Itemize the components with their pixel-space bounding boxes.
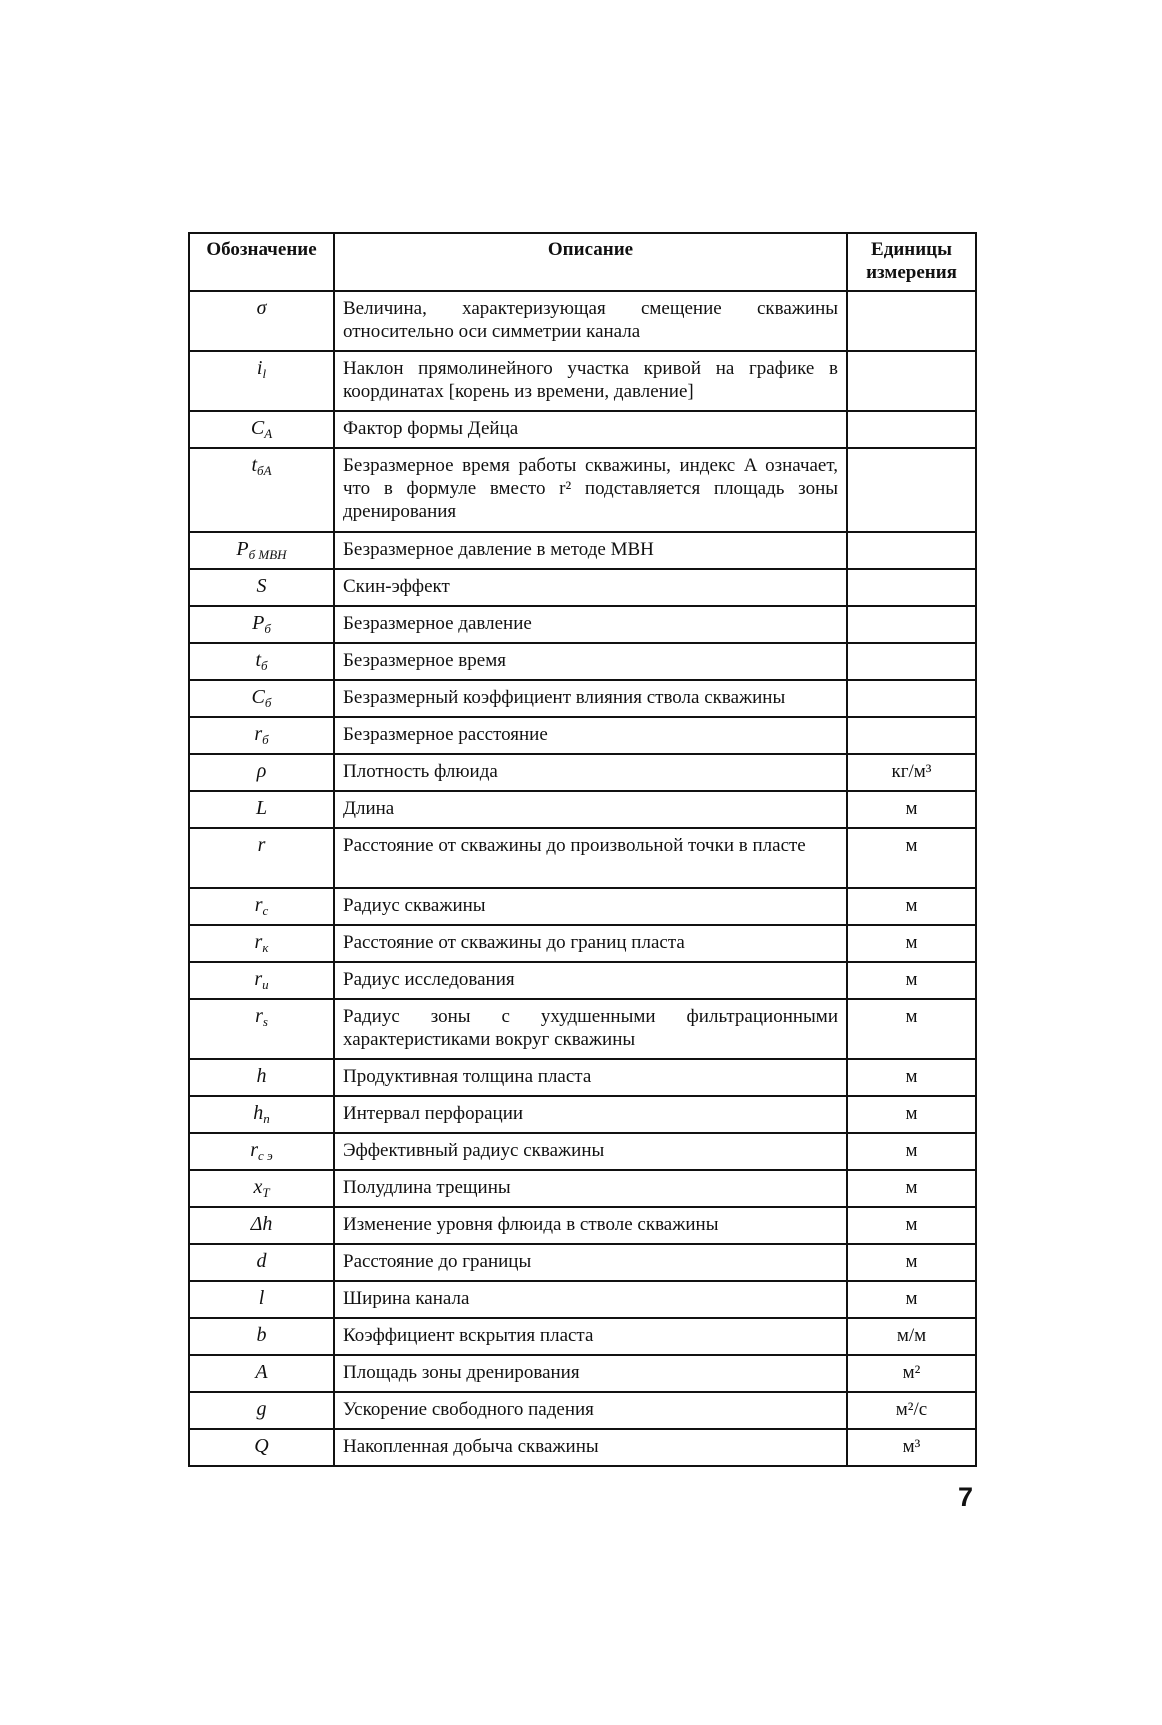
table-row: [189, 411, 976, 448]
symbol-cell: [189, 1429, 334, 1466]
page-number: 7: [958, 1482, 974, 1512]
symbol-base: r: [254, 968, 263, 990]
symbols-table-container: [188, 232, 975, 1467]
table-row: [189, 999, 976, 1059]
symbol-base: r: [255, 1005, 263, 1027]
description-cell: Безразмерное расстояние: [334, 717, 847, 754]
symbol-base: P: [236, 538, 249, 560]
description-cell: Фактор формы Дейца: [334, 411, 847, 448]
symbol-base: L: [255, 797, 268, 819]
symbol-base: r: [254, 931, 263, 953]
symbol-cell: [189, 1059, 334, 1096]
table-row: [189, 1318, 976, 1355]
description-cell: Эффективный радиус скважины: [334, 1133, 847, 1170]
table-row: [189, 925, 976, 962]
units-cell: м: [847, 1281, 976, 1318]
units-cell: [847, 351, 976, 411]
symbol-base: i: [256, 357, 263, 379]
units-cell: м: [847, 828, 976, 888]
description-cell: Интервал перфорации: [334, 1096, 847, 1133]
description-cell: Ширина канала: [334, 1281, 847, 1318]
symbol-subscript: T: [262, 1185, 270, 1200]
symbol-cell: [189, 1096, 334, 1133]
table-row: [189, 1059, 976, 1096]
units-cell: м: [847, 1207, 976, 1244]
description-cell: Накопленная добыча скважины: [334, 1429, 847, 1466]
units-cell: [847, 680, 976, 717]
symbol-subscript: б МВН: [248, 547, 287, 562]
table-row: [189, 680, 976, 717]
symbol-base: r: [250, 1139, 259, 1161]
description-cell: Продуктивная толщина пласта: [334, 1059, 847, 1096]
table-row: [189, 448, 976, 532]
description-cell: Наклон прямолинейного участка кривой на графике в координатах [корень из времени, давление]: [334, 351, 847, 411]
symbol-subscript: п: [263, 1111, 270, 1126]
units-cell: [847, 291, 976, 351]
description-cell: Полудлина трещины: [334, 1170, 847, 1207]
symbol-cell: [189, 717, 334, 754]
symbol-base: t: [255, 649, 261, 671]
units-cell: м: [847, 1059, 976, 1096]
description-cell: Изменение уровня флюида в стволе скважины: [334, 1207, 847, 1244]
symbol-cell: [189, 606, 334, 643]
symbol-subscript: б: [261, 658, 268, 673]
description-cell: Расстояние до границы: [334, 1244, 847, 1281]
description-cell: Расстояние от скважины до произвольной точки в пласте: [334, 828, 847, 888]
symbol-base: l: [258, 1287, 265, 1309]
table-row: [189, 569, 976, 606]
table-row: [189, 791, 976, 828]
symbol-cell: [189, 1244, 334, 1281]
symbol-cell: [189, 828, 334, 888]
symbol-base: Q: [254, 1435, 269, 1457]
symbol-cell: [189, 1392, 334, 1429]
symbol-cell: [189, 1133, 334, 1170]
description-cell: Скин-эффект: [334, 569, 847, 606]
description-cell: Радиус исследования: [334, 962, 847, 999]
description-cell: Безразмерное время: [334, 643, 847, 680]
units-cell: м: [847, 791, 976, 828]
table-row: [189, 606, 976, 643]
table-row: [189, 962, 976, 999]
description-cell: Радиус скважины: [334, 888, 847, 925]
units-cell: [847, 569, 976, 606]
symbol-subscript: A: [264, 426, 273, 441]
units-cell: [847, 411, 976, 448]
units-cell: м: [847, 962, 976, 999]
symbol-cell: [189, 999, 334, 1059]
table-row: [189, 888, 976, 925]
table-row: [189, 754, 976, 791]
symbol-cell: [189, 754, 334, 791]
symbol-cell: [189, 888, 334, 925]
description-cell: Безразмерное время работы скважины, индекс A означает, что в формуле вместо r² подставляется площадь зоны дренирования: [334, 448, 847, 532]
symbol-cell: [189, 1318, 334, 1355]
description-cell: Длина: [334, 791, 847, 828]
units-cell: м²: [847, 1355, 976, 1392]
symbol-cell: [189, 1355, 334, 1392]
table-row: [189, 1096, 976, 1133]
table-row: [189, 1429, 976, 1466]
description-cell: Радиус зоны с ухудшенными фильтрационными характеристиками вокруг скважины: [334, 999, 847, 1059]
symbol-base: Δh: [250, 1213, 273, 1235]
symbol-cell: [189, 569, 334, 606]
symbol-cell: [189, 962, 334, 999]
symbol-base: C: [251, 686, 265, 708]
symbols-table: [188, 232, 977, 1467]
table-row: [189, 1170, 976, 1207]
symbol-subscript: и: [262, 977, 269, 992]
units-cell: [847, 532, 976, 569]
units-cell: [847, 643, 976, 680]
description-cell: Расстояние от скважины до границ пласта: [334, 925, 847, 962]
symbol-subscript: s: [262, 1014, 268, 1029]
symbol-base: t: [251, 454, 258, 476]
description-cell: Безразмерный коэффициент влияния ствола скважины: [334, 680, 847, 717]
table-header-row: [189, 233, 976, 291]
units-cell: м: [847, 888, 976, 925]
units-cell: м: [847, 925, 976, 962]
units-cell: м: [847, 999, 976, 1059]
table-row: [189, 717, 976, 754]
symbol-subscript: к: [262, 940, 269, 955]
units-cell: м³: [847, 1429, 976, 1466]
symbol-base: σ: [256, 297, 267, 319]
symbol-base: d: [256, 1250, 267, 1272]
symbol-cell: [189, 448, 334, 532]
table-row: [189, 1355, 976, 1392]
symbol-base: S: [256, 575, 267, 597]
units-cell: [847, 717, 976, 754]
units-cell: м: [847, 1096, 976, 1133]
symbol-subscript: б: [262, 732, 269, 747]
table-row: [189, 532, 976, 569]
symbol-base: r: [257, 834, 266, 856]
units-cell: м: [847, 1244, 976, 1281]
table-row: [189, 1244, 976, 1281]
table-row: [189, 351, 976, 411]
header-units: Единицы измерения: [847, 233, 976, 291]
symbol-base: A: [255, 1361, 268, 1383]
description-cell: Величина, характеризующая смещение скважины относительно оси симметрии канала: [334, 291, 847, 351]
table-row: [189, 1133, 976, 1170]
description-cell: Безразмерное давление в методе МВН: [334, 532, 847, 569]
units-cell: м: [847, 1133, 976, 1170]
symbol-cell: [189, 1170, 334, 1207]
symbol-subscript: с э: [258, 1148, 273, 1163]
symbol-cell: [189, 411, 334, 448]
description-cell: Коэффициент вскрытия пласта: [334, 1318, 847, 1355]
table-row: [189, 1281, 976, 1318]
table-row: [189, 828, 976, 888]
description-cell: Ускорение свободного падения: [334, 1392, 847, 1429]
table-row: [189, 291, 976, 351]
symbol-base: h: [253, 1102, 264, 1124]
units-cell: [847, 606, 976, 643]
symbol-base: g: [256, 1398, 267, 1420]
symbol-cell: [189, 532, 334, 569]
symbol-subscript: l: [262, 366, 267, 381]
symbol-cell: [189, 1207, 334, 1244]
symbol-base: P: [252, 612, 265, 634]
symbol-base: C: [250, 417, 265, 439]
symbol-base: r: [254, 894, 263, 916]
header-symbol: Обозначение: [189, 233, 334, 291]
units-cell: [847, 448, 976, 532]
symbol-base: h: [256, 1065, 267, 1087]
symbol-subscript: б: [264, 621, 271, 636]
table-body: [189, 291, 976, 1466]
symbol-subscript: б: [264, 695, 272, 710]
symbol-cell: [189, 925, 334, 962]
symbol-cell: [189, 643, 334, 680]
units-cell: м²/с: [847, 1392, 976, 1429]
table-row: [189, 1207, 976, 1244]
header-description: Описание: [334, 233, 847, 291]
table-row: [189, 643, 976, 680]
symbol-cell: [189, 791, 334, 828]
description-cell: Плотность флюида: [334, 754, 847, 791]
description-cell: Безразмерное давление: [334, 606, 847, 643]
symbol-cell: [189, 291, 334, 351]
symbol-base: ρ: [256, 760, 267, 782]
table-row: [189, 1392, 976, 1429]
symbol-cell: [189, 1281, 334, 1318]
units-cell: м/м: [847, 1318, 976, 1355]
symbol-subscript: бA: [257, 463, 272, 478]
symbol-cell: [189, 680, 334, 717]
symbol-cell: [189, 351, 334, 411]
symbol-base: b: [256, 1324, 267, 1346]
symbol-base: x: [253, 1176, 263, 1198]
description-cell: Площадь зоны дренирования: [334, 1355, 847, 1392]
symbol-subscript: c: [262, 903, 269, 918]
units-cell: м: [847, 1170, 976, 1207]
units-cell: кг/м³: [847, 754, 976, 791]
symbol-base: r: [254, 723, 263, 745]
